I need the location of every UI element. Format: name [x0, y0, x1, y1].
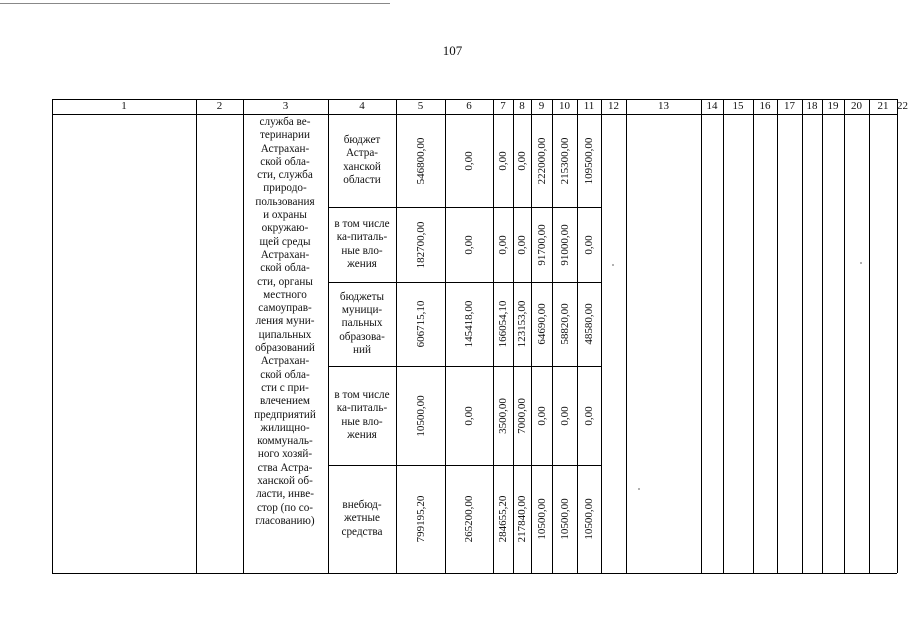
scan-speck: [638, 488, 640, 490]
amount-cell: 0,00: [535, 405, 548, 426]
header-cell-2: 2: [216, 100, 223, 112]
header-cell-8: 8: [519, 100, 525, 112]
executor-line: ципальных: [258, 328, 312, 341]
column-divider: [531, 99, 532, 573]
executor-line: щей среды: [259, 235, 311, 248]
amount-cell: 10500,00: [414, 394, 427, 437]
column-divider: [869, 99, 870, 573]
executor-line: гласованию): [255, 514, 315, 527]
header-cell-16: 16: [759, 100, 771, 112]
funding-source: [332, 366, 392, 465]
amount-cell: 799195,20: [414, 495, 427, 543]
amount-cell: 145418,00: [463, 300, 475, 348]
executor-line: влечением: [259, 395, 310, 408]
column-divider: [513, 99, 514, 573]
executor-line: предприятий: [254, 408, 316, 421]
executor-line: ской обла-: [260, 368, 310, 381]
column-divider: [552, 99, 553, 573]
executor-line: Астрахан-: [260, 355, 310, 368]
header-cell-5: 5: [417, 100, 424, 112]
column-divider: [701, 99, 702, 573]
executor-line: ства Астра-: [257, 461, 313, 474]
amount-cell: 0,00: [516, 150, 528, 171]
scan-speck: [612, 264, 614, 266]
amount-cell: 3500,00: [497, 397, 509, 434]
header-cell-17: 17: [784, 100, 795, 112]
table-bottom-border: [52, 573, 897, 574]
column-divider: [844, 99, 845, 573]
header-cell-13: 13: [658, 100, 669, 112]
column-divider: [626, 99, 627, 573]
header-cell-11: 11: [583, 100, 595, 112]
executor-line: природо-: [263, 182, 307, 195]
column-divider: [243, 99, 244, 573]
column-divider: [822, 99, 823, 573]
column-divider: [802, 99, 803, 573]
amount-cell: 284655,20: [497, 495, 509, 543]
header-cell-7: 7: [500, 100, 506, 112]
column-divider: [601, 99, 602, 573]
amount-cell: 0,00: [497, 234, 509, 255]
header-cell-4: 4: [359, 100, 365, 112]
executor-line: коммуналь-: [257, 435, 313, 448]
amount-cell: 222000,00: [535, 137, 548, 184]
executor-line: и охраны: [263, 209, 307, 222]
amount-cell: 265200,00: [463, 495, 475, 543]
header-cell-19: 19: [827, 100, 839, 112]
amount-cell: 91700,00: [535, 223, 548, 266]
column-divider: [897, 99, 898, 573]
header-cell-12: 12: [608, 100, 619, 112]
executor-line: ласти, инве-: [256, 488, 314, 501]
header-cell-21: 21: [877, 100, 889, 112]
amount-cell: 0,00: [558, 405, 571, 426]
executor-line: сти с при-: [261, 381, 309, 394]
funding-source-label: в том числе ка-питаль-ные вло-жения: [334, 388, 390, 441]
executor-column-text: [242, 116, 328, 528]
amount-cell: 10500,00: [535, 498, 548, 540]
column-divider: [328, 99, 329, 573]
column-divider: [723, 99, 724, 573]
column-divider: [396, 99, 397, 573]
amount-cell: 109500,00: [583, 137, 595, 184]
column-divider: [577, 99, 578, 573]
executor-line: ления муни-: [255, 315, 315, 328]
amount-cell: 0,00: [516, 234, 528, 255]
amount-cell: 215300,00: [558, 137, 571, 184]
funding-source: [332, 465, 392, 573]
header-cell-1: 1: [121, 100, 127, 112]
budget-table: [52, 99, 908, 573]
executor-line: местного: [263, 288, 307, 301]
amount-cell: 0,00: [583, 234, 595, 255]
header-cell-9: 9: [538, 100, 545, 112]
column-divider: [493, 99, 494, 573]
amount-cell: 91000,00: [558, 223, 571, 266]
executor-line: окружаю-: [261, 222, 309, 235]
column-divider: [196, 99, 197, 573]
executor-line: ской обла-: [260, 262, 310, 275]
amount-cell: 606715,10: [414, 300, 427, 348]
amount-cell: 58820,00: [558, 303, 571, 345]
funding-source: [332, 114, 392, 207]
executor-line: Астрахан-: [260, 142, 310, 155]
amount-cell: 0,00: [463, 405, 475, 426]
amount-cell: 0,00: [463, 150, 475, 171]
amount-cell: 0,00: [463, 234, 475, 255]
executor-line: сти, органы: [257, 275, 313, 288]
amount-cell: 546800,00: [414, 137, 427, 184]
header-bottom-border: [52, 114, 897, 115]
amount-cell: 0,00: [497, 150, 509, 171]
funding-source-label: в том числе ка-питаль-ные вло-жения: [334, 217, 390, 270]
header-cell-15: 15: [732, 100, 744, 112]
executor-line: ской обла-: [260, 155, 310, 168]
executor-line: ханской об-: [257, 475, 313, 488]
header-cell-6: 6: [466, 100, 472, 112]
executor-line: пользования: [255, 195, 315, 208]
executor-line: служба ве-: [259, 116, 311, 128]
column-divider: [753, 99, 754, 573]
header-cell-14: 14: [706, 100, 718, 112]
header-cell-18: 18: [806, 100, 818, 112]
column-divider: [777, 99, 778, 573]
page-number: 107: [442, 43, 463, 58]
amount-cell: 0,00: [583, 405, 595, 426]
amount-cell: 10500,00: [558, 498, 571, 540]
executor-line: теринарии: [260, 129, 310, 142]
amount-cell: 217840,00: [516, 495, 528, 543]
executor-line: сти, служба: [257, 169, 313, 182]
amount-cell: 182700,00: [414, 221, 427, 268]
amount-cell: 166054,10: [497, 300, 509, 348]
column-divider: [52, 99, 53, 573]
top-rule: [0, 3, 390, 4]
amount-cell: 10500,00: [583, 498, 595, 540]
amount-cell: 123153,00: [516, 300, 528, 348]
header-cell-10: 10: [559, 100, 570, 112]
header-cell-22: 22: [897, 100, 908, 112]
amount-cell: 64690,00: [535, 303, 548, 345]
scan-speck: [860, 262, 862, 264]
executor-line: самоуправ-: [258, 302, 312, 315]
funding-source-label: бюджеты муници-пальных образова-ний: [339, 290, 385, 356]
executor-line: Астрахан-: [260, 248, 310, 261]
executor-line: стор (по со-: [256, 501, 314, 514]
column-divider: [445, 99, 446, 573]
amount-cell: 48580,00: [583, 303, 595, 345]
executor-line: ного хозяй-: [257, 448, 313, 461]
funding-source-label: внебюд-жетные средства: [341, 499, 383, 538]
funding-source-label: бюджет Астра-ханской области: [343, 133, 381, 186]
funding-source: [332, 282, 392, 366]
header-cell-20: 20: [851, 100, 862, 112]
executor-line: жилищно-: [260, 421, 310, 434]
amount-cell: 7000,00: [516, 397, 528, 434]
executor-line: образований: [255, 342, 315, 355]
header-cell-3: 3: [282, 100, 289, 112]
funding-source: [332, 207, 392, 282]
